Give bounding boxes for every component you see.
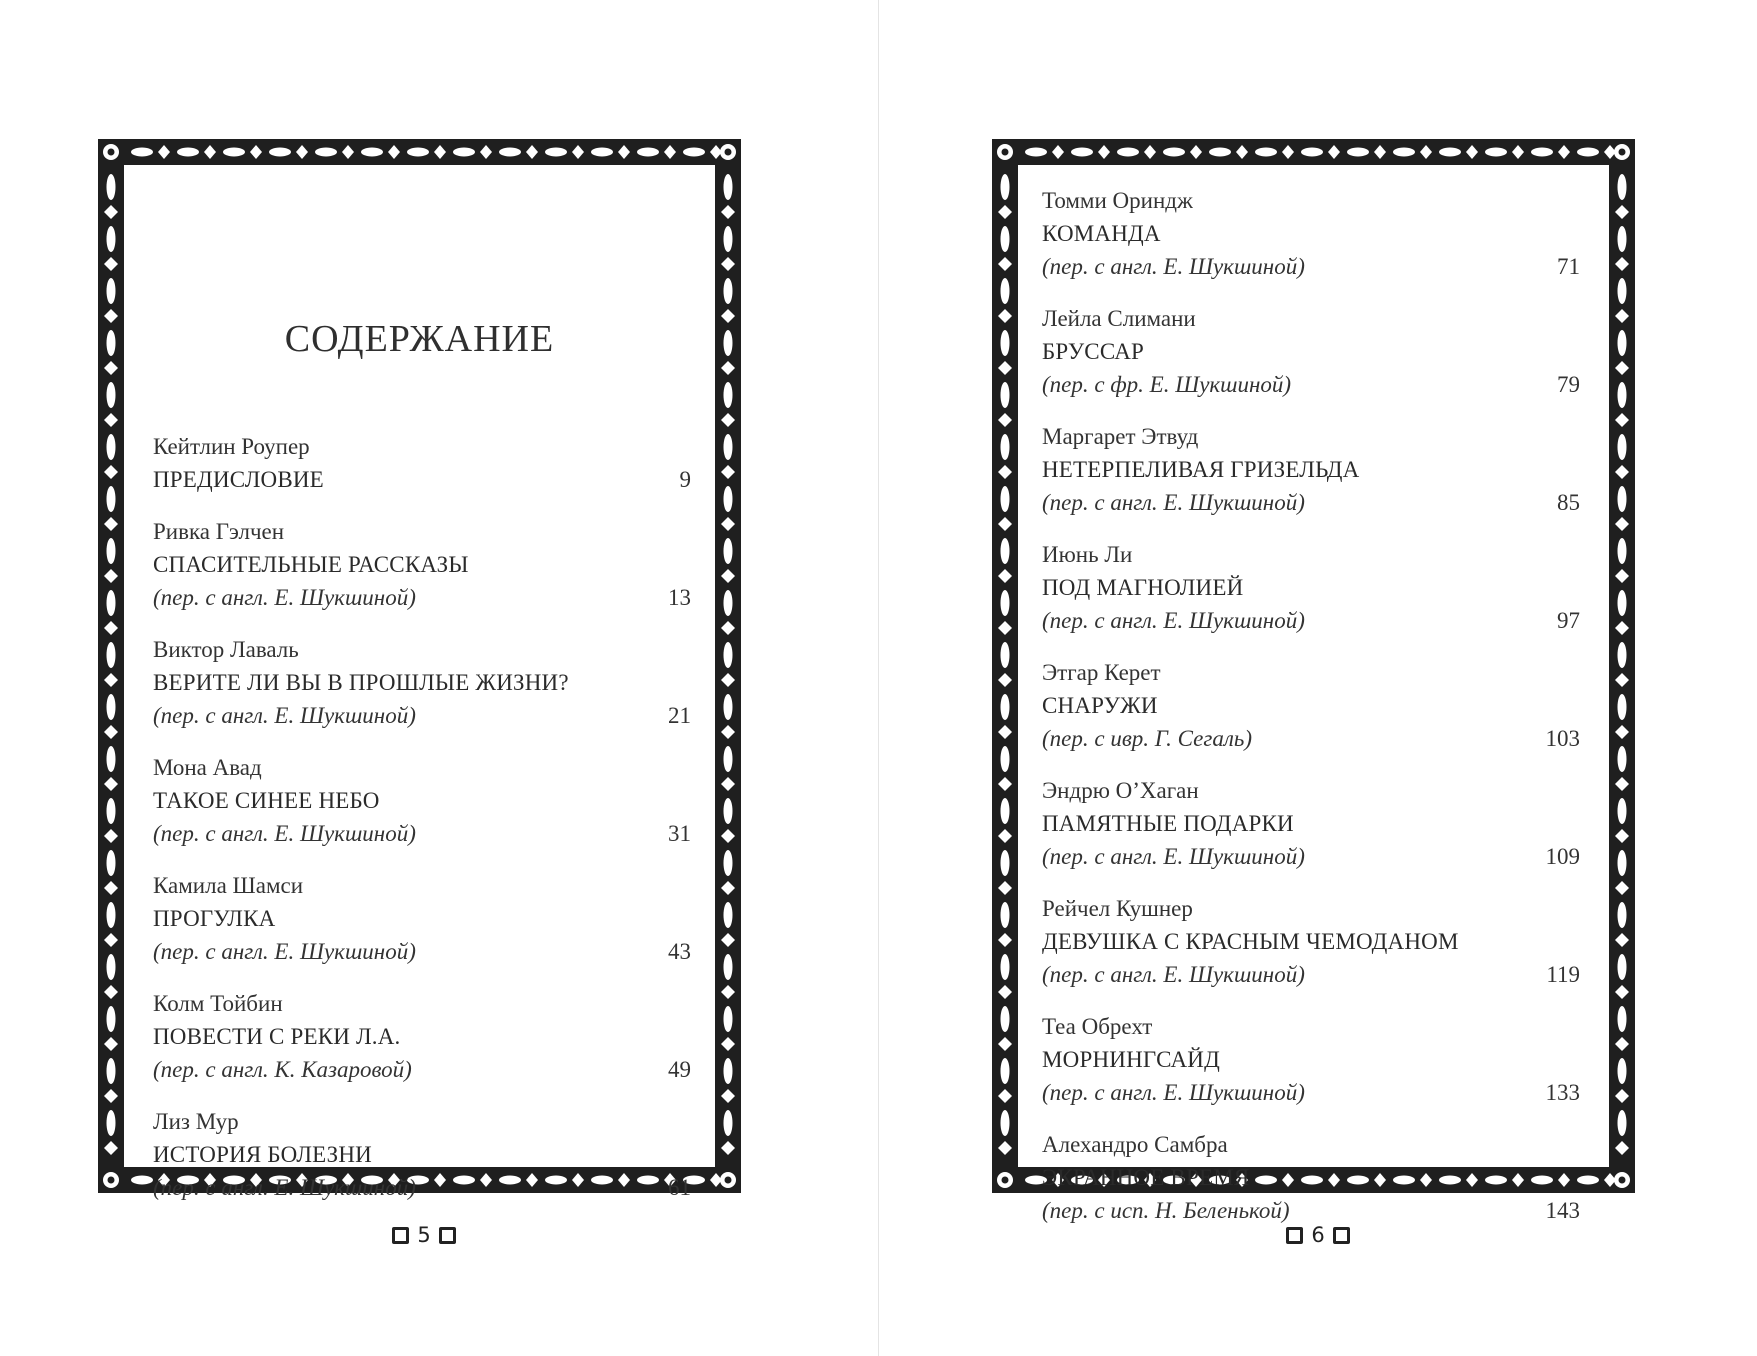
entry-page: 103	[1545, 726, 1580, 751]
entry-page: 97	[1557, 608, 1580, 633]
entry-translator: (пер. с англ. Е. Шукшиной)	[1042, 962, 1305, 987]
contents-title: СОДЕРЖАНИЕ	[284, 318, 555, 360]
entry-translator: (пер. с англ. Е. Шукшиной)	[1042, 1080, 1305, 1105]
right-page	[879, 0, 1757, 1356]
entry-translator: (пер. с англ. Е. Шукшиной)	[153, 585, 416, 610]
entry-translator: (пер. с англ. Е. Шукшиной)	[1042, 254, 1305, 279]
entry-title: ДЕВУШКА С КРАСНЫМ ЧЕМОДАНОМ	[1042, 929, 1459, 954]
entry-title: СПАСИТЕЛЬНЫЕ РАССКАЗЫ	[153, 552, 469, 577]
entry-author: Томми Ориндж	[1042, 188, 1193, 213]
entry-page: 21	[668, 703, 691, 728]
entry-author: Маргарет Этвуд	[1042, 424, 1199, 449]
toc-entry[interactable]	[1042, 656, 1580, 755]
square-ornament-icon	[439, 1227, 456, 1244]
entry-page: 9	[679, 467, 691, 492]
entry-author: Мона Авад	[153, 755, 262, 780]
ornamental-frame-left	[98, 139, 741, 1200]
toc-entry[interactable]	[153, 869, 691, 968]
entry-page: 109	[1545, 844, 1580, 869]
entry-author: Ривка Гэлчен	[153, 519, 285, 544]
entry-translator: (пер. с фр. Е. Шукшиной)	[1042, 372, 1292, 397]
square-ornament-icon	[1333, 1227, 1350, 1244]
toc-entry[interactable]	[153, 515, 691, 614]
entry-translator: (пер. с англ. Е. Шукшиной)	[153, 821, 416, 846]
folio-number: 6	[1311, 1223, 1325, 1247]
folio-number: 5	[417, 1223, 431, 1247]
toc-entry[interactable]	[1042, 420, 1580, 519]
toc-list-left	[153, 430, 691, 1223]
entry-author: Рейчел Кушнер	[1042, 896, 1193, 921]
entry-author: Лиз Мур	[153, 1109, 239, 1134]
entry-author: Алехандро Самбра	[1042, 1132, 1228, 1157]
entry-author: Лейла Слимани	[1042, 306, 1196, 331]
entry-author: Камила Шамси	[153, 873, 304, 898]
entry-title: КОМАНДА	[1042, 221, 1161, 246]
toc-entry[interactable]	[1042, 1128, 1580, 1227]
entry-page: 31	[668, 821, 691, 846]
entry-author: Этгар Керет	[1042, 660, 1161, 685]
page-number-left	[0, 1222, 863, 1247]
entry-page: 43	[668, 939, 691, 964]
toc-entry[interactable]	[1042, 774, 1580, 873]
entry-title: ПОД МАГНОЛИЕЙ	[1042, 575, 1244, 600]
toc-entry[interactable]	[153, 430, 691, 496]
entry-translator: (пер. с исп. Н. Беленькой)	[1042, 1198, 1290, 1223]
entry-title: ПАМЯТНЫЕ ПОДАРКИ	[1042, 811, 1294, 836]
entry-title: ПРОГУЛКА	[153, 906, 276, 931]
toc-entry[interactable]	[1042, 538, 1580, 637]
toc-list-right	[1042, 184, 1580, 1246]
entry-author: Июнь Ли	[1042, 542, 1133, 567]
entry-page: 49	[668, 1057, 691, 1082]
entry-title: ТАКОЕ СИНЕЕ НЕБО	[153, 788, 380, 813]
entry-author: Теа Обрехт	[1042, 1014, 1153, 1039]
square-ornament-icon	[392, 1227, 409, 1244]
entry-page: 71	[1557, 254, 1580, 279]
entry-page: 61	[668, 1175, 691, 1200]
entry-title: СНАРУЖИ	[1042, 693, 1158, 718]
toc-entry[interactable]	[153, 633, 691, 732]
page-number-right	[879, 1222, 1757, 1247]
entry-author: Виктор Лаваль	[153, 637, 299, 662]
entry-author: Колм Тойбин	[153, 991, 283, 1016]
entry-translator: (пер. с англ. Е. Шукшиной)	[153, 939, 416, 964]
toc-entry[interactable]	[1042, 302, 1580, 401]
entry-translator: (пер. с англ. К. Казаровой)	[153, 1057, 412, 1082]
toc-entry[interactable]	[1042, 184, 1580, 283]
entry-page: 133	[1545, 1080, 1580, 1105]
entry-page: 85	[1557, 490, 1580, 515]
toc-entry[interactable]	[153, 987, 691, 1086]
entry-translator: (пер. с англ. Е. Шукшиной)	[1042, 490, 1305, 515]
entry-title: ВЕРИТЕ ЛИ ВЫ В ПРОШЛЫЕ ЖИЗНИ?	[153, 670, 569, 695]
entry-page: 119	[1546, 962, 1580, 987]
entry-author: Кейтлин Роупер	[153, 434, 310, 459]
toc-entry[interactable]	[1042, 1010, 1580, 1109]
toc-entry[interactable]	[153, 751, 691, 850]
entry-title: БРУССАР	[1042, 339, 1145, 364]
entry-author: Эндрю О’Хаган	[1042, 778, 1199, 803]
entry-translator: (пер. с англ. Е. Шукшиной)	[1042, 608, 1305, 633]
entry-title: НЕТЕРПЕЛИВАЯ ГРИЗЕЛЬДА	[1042, 457, 1360, 482]
toc-entry[interactable]	[1042, 892, 1580, 991]
entry-title: МОРНИНГСАЙД	[1042, 1047, 1220, 1072]
entry-title: ПОВЕСТИ С РЕКИ Л.А.	[153, 1024, 401, 1049]
entry-page: 13	[668, 585, 691, 610]
entry-translator: (пер. с англ. Е. Шукшиной)	[1042, 844, 1305, 869]
ornamental-frame-right	[992, 139, 1635, 1223]
entry-title: ИСТОРИЯ БОЛЕЗНИ	[153, 1142, 372, 1167]
left-page	[0, 0, 878, 1356]
toc-entry[interactable]	[153, 1105, 691, 1204]
entry-translator: (пер. с англ. Е. Шукшиной)	[153, 703, 416, 728]
entry-translator: (пер. с ивр. Г. Сегаль)	[1042, 726, 1252, 751]
square-ornament-icon	[1286, 1227, 1303, 1244]
entry-title: ЭКРАННОЕ ВРЕМЯ	[1042, 1165, 1250, 1190]
entry-translator: (пер. с англ. Е. Шукшиной)	[153, 1175, 416, 1200]
entry-title: ПРЕДИСЛОВИЕ	[153, 467, 324, 492]
entry-page: 143	[1545, 1198, 1580, 1223]
entry-page: 79	[1557, 372, 1580, 397]
